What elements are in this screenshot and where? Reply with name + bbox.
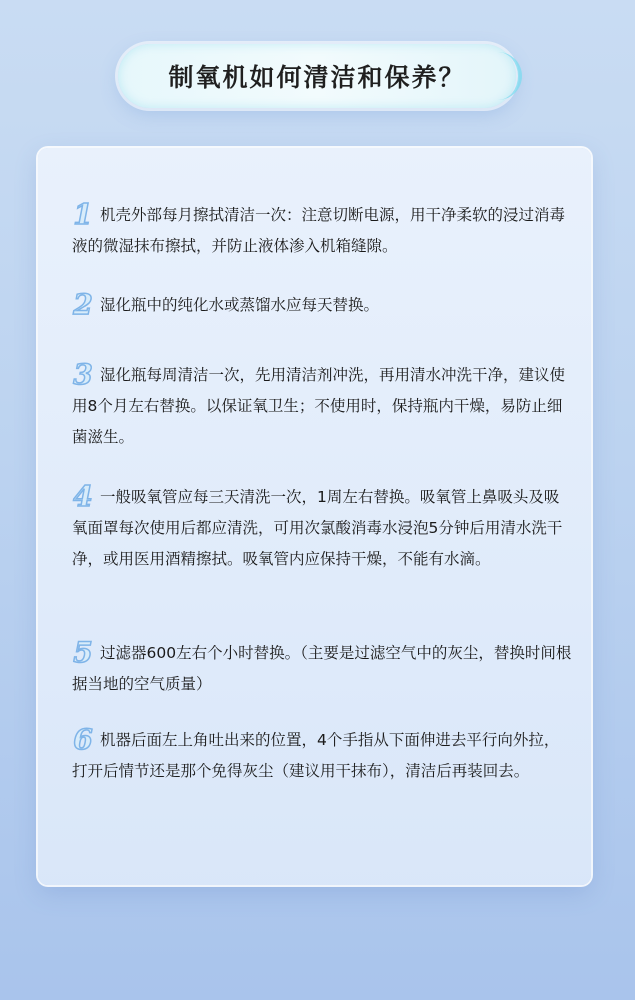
item-text: 湿化瓶中的纯化水或蒸馏水应每天替换。 bbox=[100, 296, 380, 314]
list-item-5 bbox=[72, 638, 572, 700]
item-text: 机器后面左上角吐出来的位置，4个手指从下面伸进去平行向外拉，打开后情节还是那个免得灰尘（建议用干抹布），清洁后再装回去。 bbox=[72, 731, 560, 780]
number-6-icon: 6 bbox=[73, 723, 93, 756]
item-text: 一般吸氧管应每三天清洗一次，1周左右替换。吸氧管上鼻吸头及吸氧面罩每次使用后都应清洗，可用次氯酸消毒水浸泡5分钟后用清水洗干净，或用医用酒精擦拭。吸氧管内应保持干燥，不能有水滴。 bbox=[72, 488, 563, 568]
number-1-icon: 1 bbox=[73, 198, 93, 231]
list-item-1 bbox=[72, 200, 572, 262]
item-text: 机壳外部每月擦拭清洁一次：注意切断电源，用干净柔软的浸过消毒液的微湿抹布擦拭，并防止液体渗入机箱缝隙。 bbox=[72, 206, 566, 255]
item-text: 湿化瓶每周清洁一次，先用清洁剂冲洗，再用清水冲洗干净，建议使用8个月左右替换。以保证氧卫生；不使用时，保持瓶内干燥，易防止细菌滋生。 bbox=[72, 366, 566, 446]
page-title: 制氧机如何清洁和保养？ bbox=[168, 63, 466, 92]
number-5-icon: 5 bbox=[73, 636, 93, 669]
list-item-3 bbox=[72, 360, 572, 453]
list-item-2 bbox=[72, 290, 572, 321]
list-item-4 bbox=[72, 482, 572, 575]
title-banner bbox=[118, 44, 516, 108]
number-2-icon: 2 bbox=[73, 288, 93, 321]
number-3-icon: 3 bbox=[73, 358, 93, 391]
item-text: 过滤器600左右个小时替换。（主要是过滤空气中的灰尘，替换时间根据当地的空气质量） bbox=[72, 644, 572, 693]
number-4-icon: 4 bbox=[73, 480, 93, 513]
list-item-6 bbox=[72, 725, 572, 787]
